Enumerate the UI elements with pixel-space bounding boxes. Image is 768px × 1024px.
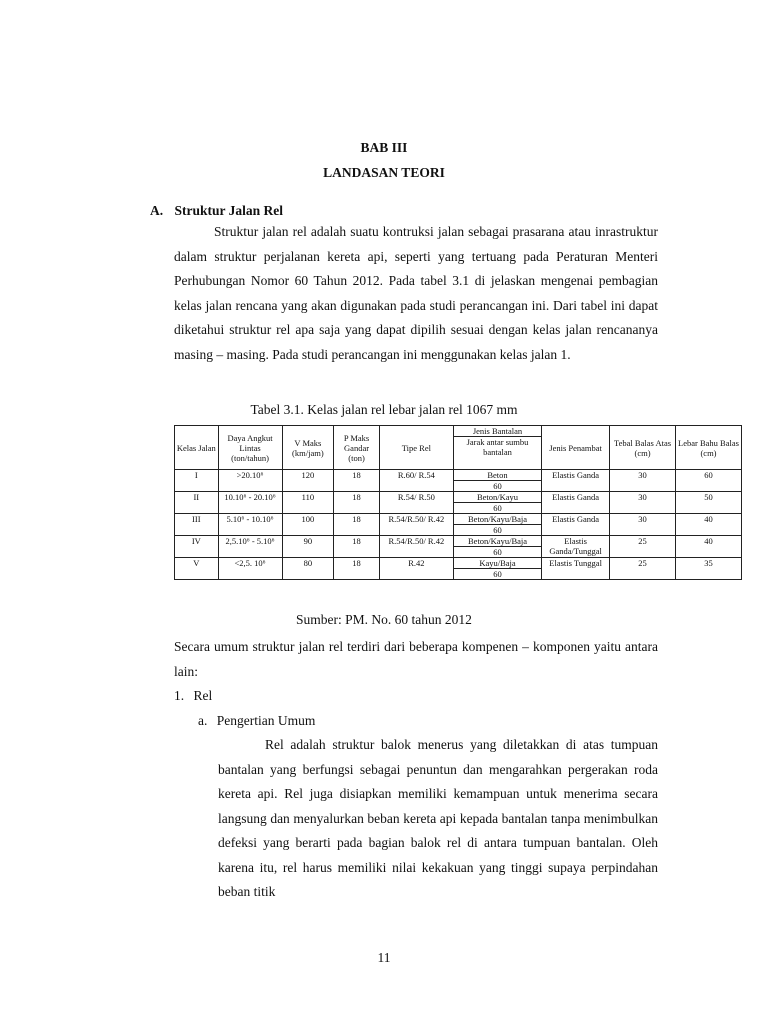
cell-bantalan <box>453 536 541 558</box>
paragraph-struktur: Struktur jalan rel adalah suatu kontruksi jalan sebagai prasarana atau inrastruktur dalam struktur perjalanan kereta api, seperti yang tertuang pada Peraturan Menteri Perhubungan Nomor 60 Tahun 2012. Pada tabel 3.1 di jelaskan mengenai pembagian kelas jalan rencana yang akan digunakan pada studi perancangan ini. Dari tabel ini dapat diketahui struktur rel apa saja yang dapat dipilih sesuai dengan kelas jalan rencananya masing – masing. Pada studi perancangan ini menggunakan kelas jalan 1. <box>174 224 658 362</box>
header-kelas: Kelas Jalan <box>175 426 219 470</box>
paragraph-rel: Rel adalah struktur balok menerus yang diletakkan di atas tumpuan bantalan yang berfungsi sebagai penuntun dan mengarahkan pergerakan roda kereta api. Rel juga disiapkan memiliki kemampuan untuk menerima secara langsung dan menyalurkan beban kereta api kepada bantalan tanpa menimbulkan defeksi yang berarti pada bagian balok rel di antara tumpuan bantalan. Oleh karena itu, rel harus memiliki nilai kekakuan yang tinggi supaya perpindahan beban titik <box>218 737 658 899</box>
section-heading <box>150 203 283 219</box>
cell-bantalan-jarak: 60 <box>454 502 541 513</box>
header-daya: Daya Angkut Lintas (ton/tahun) <box>218 426 282 470</box>
cell-v: 100 <box>282 514 334 536</box>
cell-bantalan-jenis: Beton/Kayu/Baja <box>468 536 528 546</box>
cell-kelas: IV <box>175 536 219 558</box>
cell-tipe: R.54/R.50/ R.42 <box>379 514 453 536</box>
page-number: 11 <box>377 950 391 965</box>
cell-lebar: 35 <box>676 558 742 580</box>
header-tipe: Tipe Rel <box>379 426 453 470</box>
cell-lebar: 60 <box>676 470 742 492</box>
cell-p: 18 <box>334 492 380 514</box>
table-caption: Tabel 3.1. Kelas jalan rel lebar jalan rel 1067 mm <box>250 402 518 417</box>
cell-daya: 5.10⁶ - 10.10⁶ <box>218 514 282 536</box>
cell-bantalan-jarak: 60 <box>454 546 541 557</box>
cell-bantalan-jarak: 60 <box>454 480 541 491</box>
table-header-row <box>175 426 742 470</box>
paragraph-komponen: Secara umum struktur jalan rel terdiri dari beberapa kompenen – komponen yaitu antara lain: <box>174 639 658 679</box>
cell-daya: <2,5. 10⁶ <box>218 558 282 580</box>
list-item-pengertian <box>198 713 315 729</box>
cell-daya: 10.10⁶ - 20.10⁶ <box>218 492 282 514</box>
cell-p: 18 <box>334 558 380 580</box>
cell-tebal: 25 <box>610 558 676 580</box>
cell-v: 110 <box>282 492 334 514</box>
cell-bantalan <box>453 470 541 492</box>
cell-bantalan-jenis: Kayu/Baja <box>479 558 516 568</box>
cell-penambat: Elastis Ganda <box>542 514 610 536</box>
header-v: V Maks (km/jam) <box>282 426 334 470</box>
cell-v: 90 <box>282 536 334 558</box>
section-label: A. <box>150 203 164 218</box>
header-p: P Maks Gandar (ton) <box>334 426 380 470</box>
cell-tebal: 30 <box>610 470 676 492</box>
chapter-number: BAB III <box>360 140 408 155</box>
cell-tipe: R.42 <box>379 558 453 580</box>
cell-bantalan-jarak: 60 <box>454 568 541 579</box>
cell-lebar: 50 <box>676 492 742 514</box>
header-bantalan <box>453 426 541 470</box>
header-penambat: Jenis Penambat <box>542 426 610 470</box>
cell-p: 18 <box>334 514 380 536</box>
cell-bantalan <box>453 558 541 580</box>
cell-bantalan <box>453 514 541 536</box>
table-source: Sumber: PM. No. 60 tahun 2012 <box>296 612 472 627</box>
cell-penambat: Elastis Tunggal <box>542 558 610 580</box>
cell-bantalan-jenis: Beton/Kayu <box>476 492 519 502</box>
cell-kelas: II <box>175 492 219 514</box>
cell-bantalan-jenis: Beton <box>487 470 508 480</box>
cell-tipe: R.54/R.50/ R.42 <box>379 536 453 558</box>
table-row <box>175 536 742 558</box>
header-bantalan-jarak: Jarak antar sumbu bantalan <box>454 436 541 469</box>
cell-kelas: V <box>175 558 219 580</box>
cell-kelas: III <box>175 514 219 536</box>
cell-tipe: R.60/ R.54 <box>379 470 453 492</box>
kelas-jalan-table <box>174 425 742 580</box>
cell-bantalan <box>453 492 541 514</box>
list-item-rel <box>174 688 212 704</box>
cell-tebal: 25 <box>610 536 676 558</box>
header-lebar: Lebar Bahu Balas (cm) <box>676 426 742 470</box>
list-item-text: Rel <box>193 688 213 703</box>
cell-tebal: 30 <box>610 514 676 536</box>
table-row <box>175 470 742 492</box>
cell-daya: >20.10⁶ <box>218 470 282 492</box>
cell-tipe: R.54/ R.50 <box>379 492 453 514</box>
header-bantalan-jenis: Jenis Bantalan <box>472 426 523 436</box>
cell-lebar: 40 <box>676 514 742 536</box>
section-title: Struktur Jalan Rel <box>174 203 284 218</box>
cell-bantalan-jarak: 60 <box>454 524 541 535</box>
cell-p: 18 <box>334 536 380 558</box>
cell-lebar: 40 <box>676 536 742 558</box>
cell-penambat: Elastis Ganda <box>542 492 610 514</box>
table-row <box>175 514 742 536</box>
cell-v: 80 <box>282 558 334 580</box>
list-item-label: a. <box>198 713 208 728</box>
chapter-title: LANDASAN TEORI <box>323 165 445 180</box>
cell-daya: 2,5.10⁶ - 5.10⁶ <box>218 536 282 558</box>
cell-bantalan-jenis: Beton/Kayu/Baja <box>468 514 528 524</box>
cell-v: 120 <box>282 470 334 492</box>
list-item-text: Pengertian Umum <box>216 713 316 728</box>
table-row <box>175 558 742 580</box>
header-tebal: Tebal Balas Atas (cm) <box>610 426 676 470</box>
table-row <box>175 492 742 514</box>
cell-p: 18 <box>334 470 380 492</box>
list-item-label: 1. <box>174 688 185 703</box>
cell-penambat: Elastis Ganda <box>542 470 610 492</box>
cell-penambat: Elastis Ganda/Tunggal <box>542 536 610 558</box>
cell-tebal: 30 <box>610 492 676 514</box>
cell-kelas: I <box>175 470 219 492</box>
